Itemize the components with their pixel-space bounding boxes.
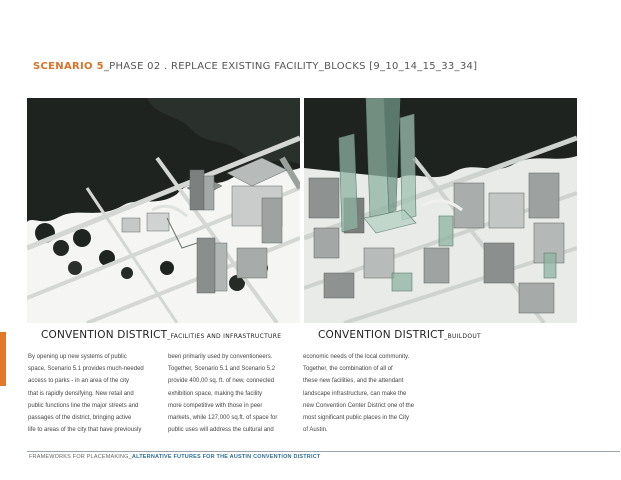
body-line: exhibition space, making the facility xyxy=(168,390,263,397)
body-line: that is rapidly densifying. New retail and xyxy=(28,390,134,397)
body-line: provide 400,00 sq. ft. of new, connected xyxy=(168,378,275,385)
body-line: passages of the district, bringing active xyxy=(28,415,132,422)
body-line: access to parks - in an area of the city xyxy=(28,378,130,385)
body-line: Together, Scenario 5.1 and Scenario 5.2 xyxy=(168,366,276,373)
body-line: most significant public places in the City xyxy=(303,415,410,422)
body-line: space, Scenario 5.1 provides much-needed xyxy=(28,366,144,373)
body-line: Together, the combination of all of xyxy=(303,366,393,373)
buildout-rendering-image xyxy=(304,98,577,323)
side-tab-marker xyxy=(0,332,6,386)
body-line: public functions line the major streets and xyxy=(28,402,139,409)
body-line: more competitive with those in peer xyxy=(168,402,263,409)
footer-prefix: FRAMEWORKS FOR PLACEMAKING_ xyxy=(29,454,132,460)
page-title-rest: _PHASE 02 . REPLACE EXISTING FACILITY_BLOCKS [9_10_14_15_33_34] xyxy=(103,61,478,72)
facilities-caption-main: CONVENTION DISTRICT xyxy=(41,329,168,341)
body-line: been primarily used by conventioneers. xyxy=(168,354,273,360)
body-line: By opening up new systems of public xyxy=(28,354,127,360)
page-title xyxy=(33,61,477,72)
buildout-caption xyxy=(318,329,481,341)
body-line: life to areas of the city that have previously xyxy=(28,427,142,434)
buildout-rendering xyxy=(304,98,577,323)
body-column-3 xyxy=(303,351,471,436)
scenario-label: SCENARIO 5 xyxy=(33,61,104,72)
footer-divider xyxy=(27,451,620,452)
body-line: public uses will address the cultural and xyxy=(168,427,274,434)
body-line: markets, while 127,000 sq.ft. of space for xyxy=(168,415,278,422)
facilities-caption xyxy=(41,329,281,341)
body-line: these new facilities, and the attendant xyxy=(303,378,404,385)
footer-highlight: ALTERNATIVE FUTURES FOR THE AUSTIN CONVENTION DISTRICT xyxy=(131,454,321,460)
buildout-caption-sub: _BUILDOUT xyxy=(444,333,482,340)
body-line: of Austin. xyxy=(303,427,328,434)
facilities-rendering xyxy=(27,98,300,323)
facilities-caption-sub: _FACILITIES AND INFRASTRUCTURE xyxy=(167,333,282,340)
body-line: landscape infrastructure, can make the xyxy=(303,390,407,397)
buildout-caption-main: CONVENTION DISTRICT xyxy=(318,329,445,341)
page-footer xyxy=(29,454,320,460)
body-line: new Convention Center District one of the xyxy=(303,402,415,409)
facilities-rendering-image xyxy=(27,98,300,323)
body-line: economic needs of the local community. xyxy=(303,354,410,360)
